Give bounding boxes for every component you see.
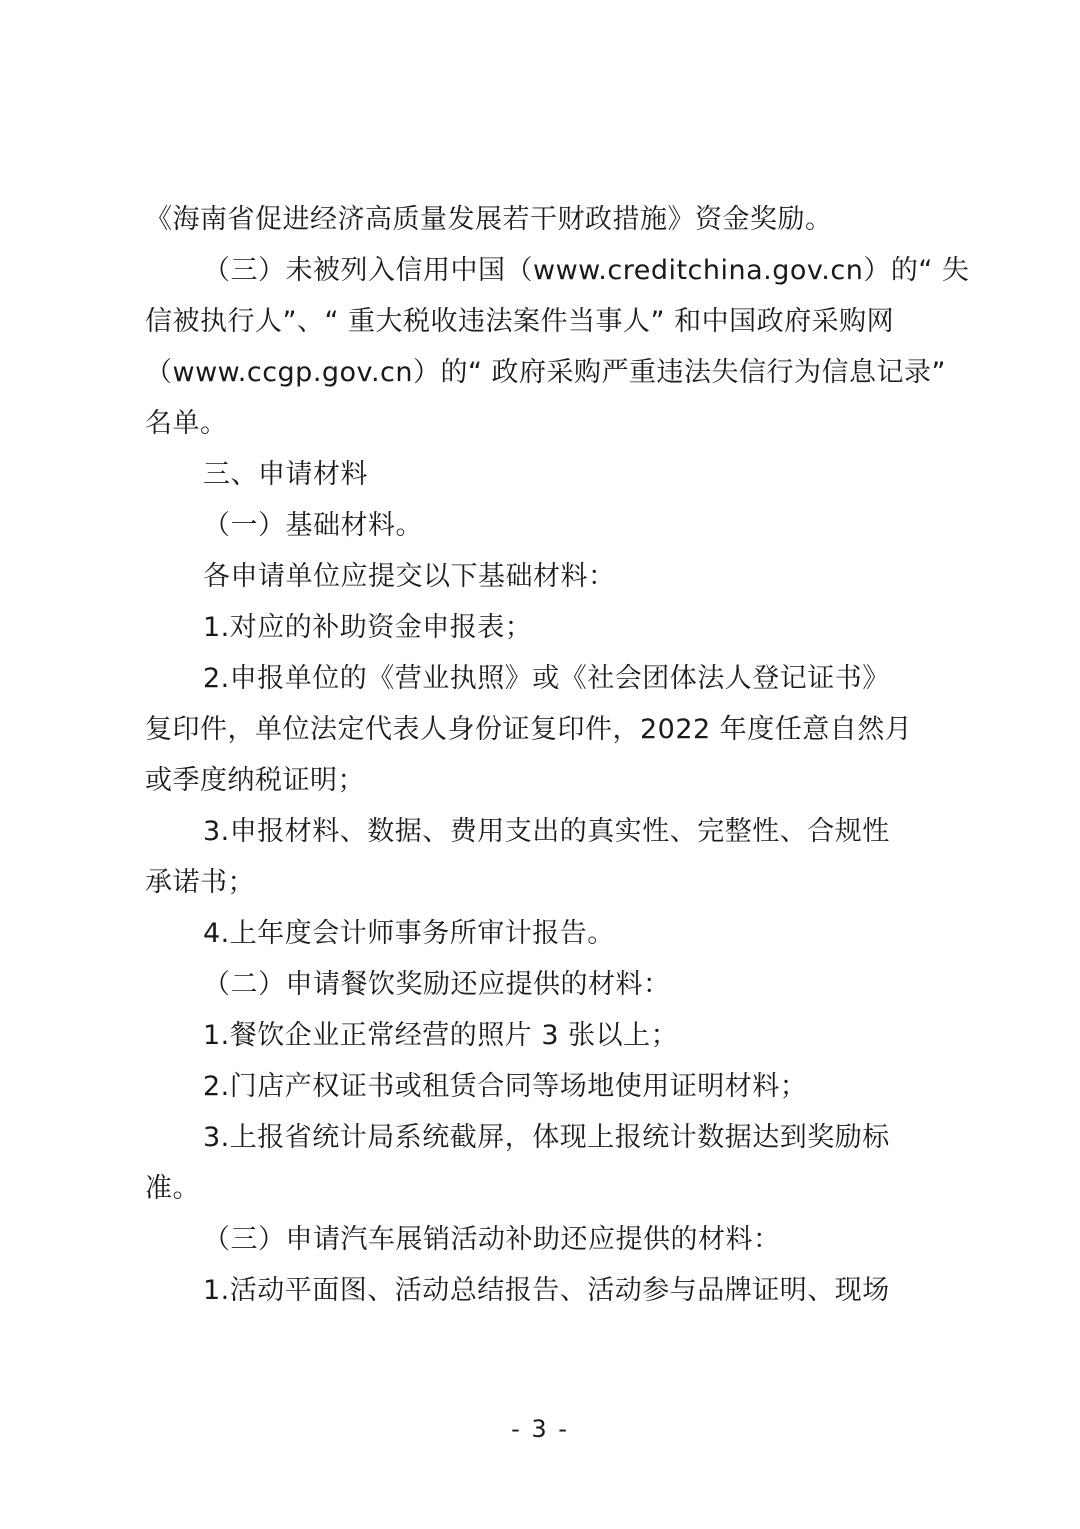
page-number: - 3 - (511, 1415, 569, 1443)
subsection-heading: （二）申请餐饮奖励还应提供的材料： (203, 969, 671, 1000)
text-line: 各申请单位应提交以下基础材料： (203, 561, 616, 592)
section-heading: 三、申请材料 (203, 459, 368, 490)
text-line: （三）未被列入信用中国（www.creditchina.gov.cn）的“ 失 (203, 255, 970, 286)
text-line: 或季度纳税证明； (145, 765, 365, 796)
text-line: 名单。 (145, 408, 228, 439)
list-item: 1.活动平面图、活动总结报告、活动参与品牌证明、现场 (203, 1275, 890, 1306)
text-line: 复印件，单位法定代表人身份证复印件，2022 年度任意自然月 (145, 714, 913, 745)
list-item: 2.门店产权证书或租赁合同等场地使用证明材料； (203, 1071, 808, 1102)
subsection-heading: （一）基础材料。 (203, 510, 423, 541)
list-item: 4.上年度会计师事务所审计报告。 (203, 918, 615, 949)
list-item: 3.申报材料、数据、费用支出的真实性、完整性、合规性 (203, 816, 890, 847)
text-line: 准。 (145, 1173, 200, 1204)
list-item: 1.餐饮企业正常经营的照片 3 张以上； (203, 1020, 679, 1051)
text-line: 承诺书； (145, 867, 255, 898)
list-item: 1.对应的补助资金申报表； (203, 612, 533, 643)
text-line: 信被执行人”、“ 重大税收违法案件当事人” 和中国政府采购网 (145, 306, 895, 337)
list-item: 3.上报省统计局系统截屏，体现上报统计数据达到奖励标 (203, 1122, 890, 1153)
text-line: 《海南省促进经济高质量发展若干财政措施》资金奖励。 (145, 204, 833, 235)
text-line: （www.ccgp.gov.cn）的“ 政府采购严重违法失信行为信息记录” (145, 357, 947, 388)
subsection-heading: （三）申请汽车展销活动补助还应提供的材料： (203, 1224, 781, 1255)
list-item: 2.申报单位的《营业执照》或《社会团体法人登记证书》 (203, 663, 890, 694)
